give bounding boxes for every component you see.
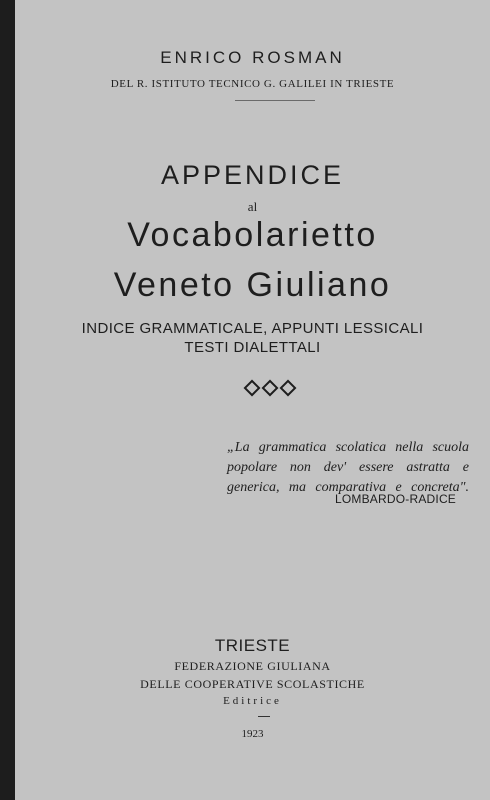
epigraph-quote: [227, 438, 469, 498]
diamond-icon: [262, 380, 279, 397]
epigraph-attribution: LOMBARDO-RADICE: [335, 492, 457, 506]
title-line-3: Veneto Giuliano: [113, 266, 392, 304]
publisher-line-1: FEDERAZIONE GIULIANA: [174, 659, 331, 673]
title-page: [15, 0, 490, 800]
author-affiliation: DEL R. ISTITUTO TECNICO G. GALILEI IN TRIESTE: [110, 78, 395, 90]
epigraph-line: „La grammatica scolatica nella scuola: [227, 440, 469, 455]
subtitle-line-2: TESTI DIALETTALI: [184, 339, 321, 356]
epigraph-line: popolare non dev' essere astratta e: [227, 460, 469, 475]
diamond-icon: [280, 380, 297, 397]
diamond-icon: [244, 380, 261, 397]
dash-divider: [258, 716, 270, 717]
author-name: ENRICO ROSMAN: [160, 48, 345, 67]
title-line-1: APPENDICE: [160, 160, 345, 190]
publisher-city: TRIESTE: [214, 636, 291, 655]
publisher-line-2: DELLE COOPERATIVE SCOLASTICHE: [140, 677, 365, 691]
diamond-ornament-icon: [244, 380, 296, 396]
publication-year: 1923: [241, 728, 264, 740]
epigraph-line: generica, ma comparativa e concreta".: [227, 480, 469, 495]
publisher-role: Editrice: [223, 695, 282, 707]
divider-rule: [235, 100, 315, 101]
title-connector: al: [247, 199, 258, 214]
subtitle-line-1: INDICE GRAMMATICALE, APPUNTI LESSICALI: [81, 320, 424, 337]
title-line-2: Vocabolarietto: [127, 216, 378, 254]
